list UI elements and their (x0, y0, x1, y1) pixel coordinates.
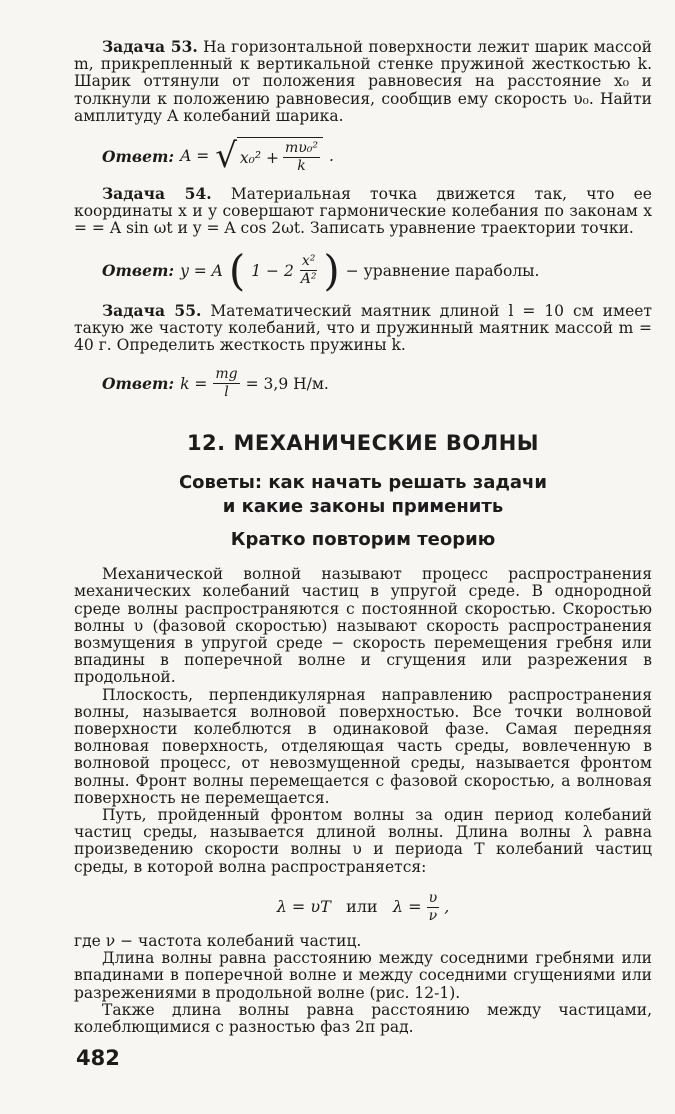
task-54-answer (102, 245, 652, 295)
task-54-text: Материальная точка движется так, что ее координаты x и y совершают гармонические колебания по законам x = = A sin ωt и y = A cos 2ωt. Записать уравнение траектории точки. (74, 185, 652, 238)
answer-lhs: k = (180, 374, 208, 393)
task-55 (74, 302, 652, 355)
fraction (427, 890, 440, 925)
paragraph: Длина волны равна расстоянию между соседними гребнями или впадинами в поперечной волне и между соседними сгущениями или разрежениями в продольной волне (рис. 12-1). (74, 949, 652, 1002)
answer-end: . (328, 147, 334, 166)
answer-tail: − уравнение параболы. (345, 261, 540, 280)
answer-label: Ответ: (102, 374, 175, 394)
paragraph: Также длина волны равна расстоянию между частицами, колеблющимися с разностью фаз 2π рад. (74, 1000, 652, 1036)
fraction-numerator: υ (428, 889, 438, 906)
answer-tail: = 3,9 Н/м. (245, 374, 329, 393)
task-53-text: На горизонтальной поверхности лежит шарик массой m, прикрепленный к вертикальной стенке пружиной жесткостью k. Шарик оттянули от положения равновесия на расстояние x₀ и толкнули к положению равновесия, сообщив ему скорость υ₀. Найти амплитуду A колебаний шарика. (74, 38, 652, 125)
task-55-answer (102, 366, 652, 401)
section-title: 12. МЕХАНИЧЕСКИЕ ВОЛНЫ (186, 431, 540, 456)
answer-label: Ответ: (102, 261, 175, 281)
answer-label: Ответ: (102, 146, 175, 166)
formula-end: , (444, 896, 450, 916)
formula-explanation: где ν − частота колебаний частиц. (74, 931, 362, 950)
fraction-numerator: x² (301, 253, 316, 270)
root-term: x₀² + (239, 148, 279, 167)
fraction-numerator: mg (215, 366, 238, 383)
answer-inner: 1 − 2 (251, 261, 294, 280)
right-paren-icon: ) (323, 245, 340, 295)
task-55-text: Математический маятник длиной l = 10 см имеет такую же частоту колебаний, что и пружинный маятник массой m = 40 г. Определить жесткость пружины k. (74, 301, 652, 355)
section-subtitle (74, 471, 652, 519)
fraction-numerator: mυ₀² (284, 140, 318, 157)
paragraph: Плоскость, перпендикулярная направлению распространения волны, называется волновой поверхностью. Все точки волновой поверхности колеблются в одинаковой фазе. Самая передняя волновая поверхность, отделяющая часть среды, вовлеченную в волновой процесс, от невозмущенной среды, называется фронтом волны. Фронт волны перемещается с фазовой скоростью, а волновая поверхность не перемещается. (74, 685, 652, 807)
page-number: 482 (76, 1046, 120, 1070)
sqrt-expression (215, 137, 323, 175)
paragraph: Механической волной называют процесс распространения механических колебаний частиц в упругой среде. В однородной среде волны распространяются с постоянной скоростью. Скоростью волны υ (фазовой скоростью) называют скорость распространения возмущения в упругой среде − скорость перемещения гребня или впадины в поперечной волне и сгущения или разрежения в продольной. (74, 565, 652, 687)
left-paren-icon: ( (228, 245, 246, 295)
formula-right: λ = (392, 896, 422, 916)
wavelength-formula (74, 890, 652, 925)
fraction-denominator: l (224, 384, 229, 401)
radical-sign-icon: √ (215, 136, 237, 177)
fraction (283, 140, 320, 175)
fraction-denominator: k (297, 158, 306, 175)
task-55-label: Задача 55. (102, 300, 202, 320)
subtitle-line-1: Советы: как начать решать задачи (178, 472, 548, 494)
task-53 (74, 38, 652, 125)
paragraph: Путь, пройденный фронтом волны за один период колебаний частиц среды, называется длиной волны. Длина волны λ равна произведению скорости волны υ и периода T колебаний частиц среды, в которой волна распространяется: (74, 806, 652, 876)
subtitle-line-2: и какие законы применить (222, 496, 504, 518)
answer-lhs: A = (180, 147, 210, 166)
task-53-answer (102, 137, 652, 175)
formula-or: или (346, 896, 378, 916)
fraction (213, 366, 239, 401)
formula-left: λ = υT (276, 896, 331, 916)
page-content (74, 34, 652, 1036)
fraction-denominator: ν (428, 907, 438, 924)
fraction (300, 253, 318, 288)
task-54-label: Задача 54. (102, 184, 212, 204)
task-54 (74, 185, 652, 238)
fraction-denominator: A² (300, 271, 317, 288)
theory-heading: Кратко повторим теорию (230, 529, 496, 551)
task-53-label: Задача 53. (102, 37, 198, 56)
answer-lhs: y = A (180, 261, 223, 280)
